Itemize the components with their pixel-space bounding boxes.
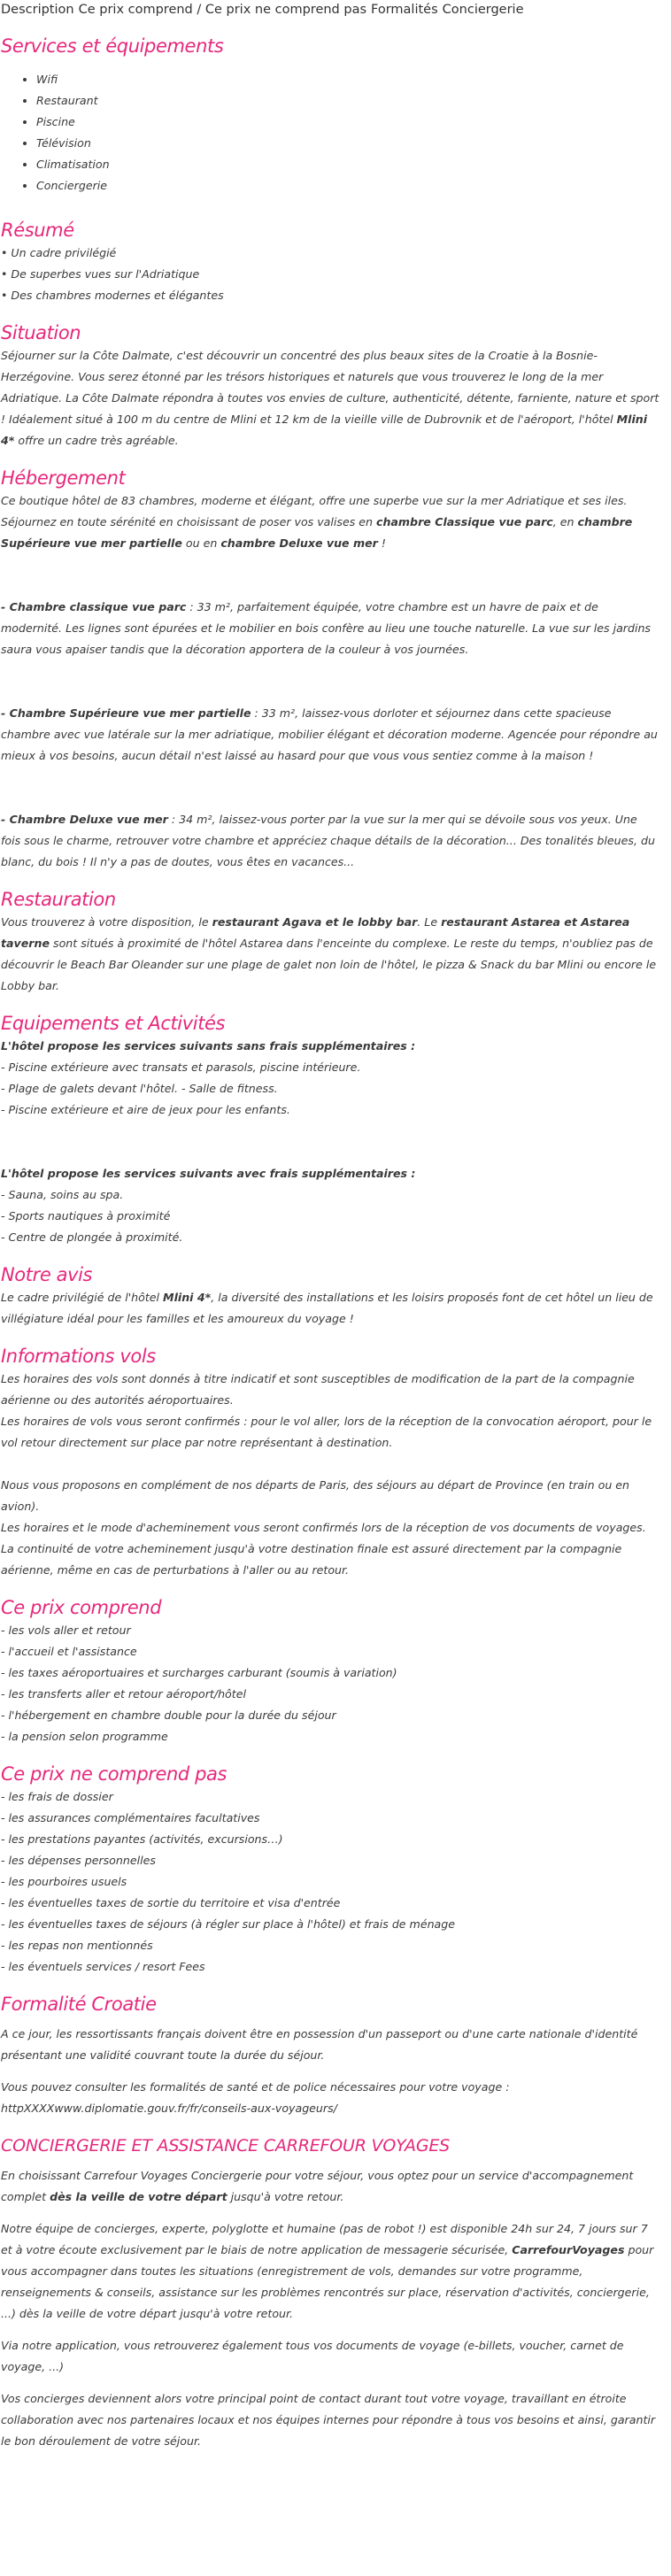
- list-item: • Restaurant: [36, 90, 659, 112]
- list-item: - les assurances complémentaires facultatives: [1, 1811, 260, 1824]
- hebergement-intro: Ce boutique hôtel de 83 chambres, moderne et élégant, offre une superbe vue sur la mer Adriatique et ses iles. Séjournez en toute sérénité en choisissant de poser vos valises en chambre Classique vue parc, en chambre Supérieure vue mer partielle ou en chambre Deluxe vue mer !: [1, 494, 633, 550]
- list-item: - Piscine extérieure et aire de jeux pour les enfants.: [1, 1103, 290, 1116]
- tab-bar: [1, 0, 659, 21]
- services-title: Services et équipements: [1, 35, 224, 57]
- hebergement-title: Hébergement: [1, 467, 126, 489]
- vols-text-3: Nous vous proposons en complément de nos départs de Paris, des séjours au départ de Province (en train ou en avion).: [1, 1478, 630, 1513]
- concierge-text-2: Notre équipe de concierges, experte, polyglotte et humaine (pas de robot !) est disponible 24h sur 24, 7 jours sur 7 et à votre écoute exclusivement par le biais de notre application de messagerie sécurisée, CarrefourVoyages pour vous accompagner dans toutes les situations (enregistrement de vols, demandes sur votre programme, renseignements & conseils, assistance sur les problèmes rencontrés sur place, réservation d'activités, conciergerie, ...) dès la veille de votre départ jusqu'à votre retour.: [1, 2222, 654, 2320]
- list-item: • Un cadre privilégié: [1, 246, 117, 259]
- list-item: - les frais de dossier: [1, 1790, 113, 1803]
- list-item: - les éventuelles taxes de séjours (à régler sur place à l'hôtel) et frais de ménage: [1, 1917, 456, 1931]
- resume-title: Résumé: [1, 220, 74, 241]
- list-item: • Climatisation: [36, 154, 659, 175]
- list-item: - les repas non mentionnés: [1, 1939, 153, 1952]
- vols-text-5: La continuité de votre acheminement jusqu'à votre destination finale est assuré directement par la compagnie aérienne, même en cas de perturbations à l'aller ou au retour.: [1, 1542, 622, 1577]
- formalite-text-1: A ce jour, les ressortissants français doivent être en possession d'un passeport ou d'une carte nationale d'identité présentant une validité couvrant toute la durée du séjour.: [1, 2027, 638, 2062]
- list-item: - les éventuelles taxes de sortie du territoire et visa d'entrée: [1, 1896, 341, 1909]
- list-item: - les éventuels services / resort Fees: [1, 1960, 205, 1973]
- ne-comprend-title: Ce prix ne comprend pas: [1, 1763, 228, 1785]
- concierge-title: CONCIERGERIE ET ASSISTANCE CARREFOUR VOYAGES: [1, 2136, 451, 2156]
- list-item: • De superbes vues sur l'Adriatique: [1, 267, 200, 281]
- list-item: • Télévision: [36, 133, 659, 154]
- list-item: - l'accueil et l'assistance: [1, 1645, 137, 1658]
- formalite-text-2: Vous pouvez consulter les formalités de santé et de police nécessaires pour votre voyage :: [1, 2080, 510, 2094]
- list-item: - Sauna, soins au spa.: [1, 1188, 124, 1201]
- vols-text-2: Les horaires de vols vous seront confirmés : pour le vol aller, lors de la réception de la convocation aéroport, pour le vol retour directement sur place par notre représentant à destination.: [1, 1415, 652, 1449]
- vols-title: Informations vols: [1, 1346, 156, 1367]
- vols-text-4: Les horaires et le mode d'acheminement vous seront confirmés lors de la réception de vos documents de voyages.: [1, 1521, 646, 1534]
- formalite-title: Formalité Croatie: [1, 1994, 157, 2015]
- paid-services-title: L'hôtel propose les services suivants avec frais supplémentaires :: [1, 1167, 416, 1180]
- avis-title: Notre avis: [1, 1264, 93, 1285]
- tab-inclus[interactable]: Ce prix comprend / Ce prix ne comprend pas: [78, 3, 367, 17]
- list-item: - les vols aller et retour: [1, 1623, 131, 1637]
- list-item: - les taxes aéroportuaires et surcharges carburant (soumis à variation): [1, 1666, 397, 1679]
- situation-text: Séjourner sur la Côte Dalmate, c'est découvrir un concentré des plus beaux sites de la Croatie à la Bosnie-Herzégovine. Vous serez étonné par les trésors historiques et naturels que vous trouverez le long de la mer Adriatique. La Côte Dalmate répondra à toutes vos envies de culture, authenticité, détente, farniente, nature et sport ! Idéalement situé à 100 m du centre de Mlini et 12 km de la vieille ville de Dubrovnik et de l'aéroport, l'hôtel Mlini 4* offre un cadre très agréable.: [1, 349, 659, 447]
- room-classique: - Chambre classique vue parc : 33 m², parfaitement équipée, votre chambre est un havre de paix et de modernité. Les lignes sont épurées et le mobilier en bois confère au lieu une touche naturelle. La vue sur les jardins saura vous apaiser tandis que la décoration apportera de la couleur à vos journées.: [1, 600, 651, 656]
- equipements-title: Equipements et Activités: [1, 1013, 226, 1034]
- list-item: • Piscine: [36, 112, 659, 133]
- list-item: - les transferts aller et retour aéroport/hôtel: [1, 1687, 246, 1701]
- list-item: - Centre de plongée à proximité.: [1, 1230, 183, 1244]
- list-item: - Piscine extérieure avec transats et parasols, piscine intérieure.: [1, 1060, 361, 1074]
- concierge-text-1: En choisissant Carrefour Voyages Conciergerie pour votre séjour, vous optez pour un service d'accompagnement complet dès la veille de votre départ jusqu'à votre retour.: [1, 2169, 634, 2203]
- list-item: - l'hébergement en chambre double pour la durée du séjour: [1, 1708, 336, 1722]
- avis-text: Le cadre privilégié de l'hôtel Mlini 4*, la diversité des installations et les loisirs proposés font de cet hôtel un lieu de villégiature idéal pour les familles et les amoureux du voyage !: [1, 1291, 653, 1325]
- formalite-link[interactable]: httpXXXXwww.diplomatie.gouv.fr/fr/conseils-aux-voyageurs/: [1, 2102, 337, 2115]
- free-services-title: L'hôtel propose les services suivants sans frais supplémentaires :: [1, 1039, 416, 1053]
- concierge-text-3: Via notre application, vous retrouverez également tous vos documents de voyage (e-billets, voucher, carnet de voyage, ...): [1, 2339, 624, 2373]
- list-item: - les prestations payantes (activités, excursions…): [1, 1832, 283, 1846]
- tab-formalites[interactable]: Formalités: [371, 3, 438, 17]
- tab-conciergerie[interactable]: Conciergerie: [442, 3, 524, 17]
- list-item: - les pourboires usuels: [1, 1875, 127, 1888]
- concierge-text-4: Vos concierges deviennent alors votre principal point de contact durant tout votre voyage, travaillant en étroite collaboration avec nos partenaires locaux et nos équipes internes pour répondre à tous vos besoins et ainsi, garantir le bon déroulement de votre séjour.: [1, 2392, 656, 2448]
- room-deluxe: - Chambre Deluxe vue mer : 34 m², laissez-vous porter par la vue sur la mer qui se dévoile sous vos yeux. Une fois sous le charme, retrouver votre chambre et appréciez chaque détails de la décoration... Des tonalités bleues, du blanc, du bois ! Il n'y a pas de doutes, vous êtes en vacances...: [1, 813, 655, 868]
- list-item: • Wifi: [36, 69, 659, 90]
- vols-text-1: Les horaires des vols sont donnés à titre indicatif et sont susceptibles de modification de la part de la compagnie aérienne ou des autorités aéroportuaires.: [1, 1372, 635, 1407]
- list-item: - Sports nautiques à proximité: [1, 1209, 171, 1222]
- tab-description[interactable]: Description: [1, 3, 74, 17]
- restauration-title: Restauration: [1, 889, 116, 910]
- list-item: - la pension selon programme: [1, 1730, 168, 1743]
- list-item: - Plage de galets devant l'hôtel. - Salle de fitness.: [1, 1082, 278, 1095]
- list-item: - les dépenses personnelles: [1, 1854, 156, 1867]
- list-item: • Conciergerie: [36, 175, 659, 197]
- restauration-text: Vous trouverez à votre disposition, le restaurant Agava et le lobby bar. Le restaurant Astarea et Astarea taverne sont situés à proximité de l'hôtel Astarea dans l'enceinte du complexe. Le reste du temps, n'oubliez pas de découvrir le Beach Bar Oleander sur une plage de galet non loin de l'hôtel, le pizza & Snack du bar Mlini ou encore le Lobby bar.: [1, 915, 657, 992]
- services-list: [1, 69, 659, 197]
- comprend-title: Ce prix comprend: [1, 1597, 162, 1618]
- room-superieure: - Chambre Supérieure vue mer partielle : 33 m², laissez-vous dorloter et séjournez dans cette spacieuse chambre avec vue latérale sur la mer adriatique, mobilier élégant et décoration moderne. Agencée pour répondre au mieux à vos besoins, aucun détail n'est laissé au hasard pour que vous vous sentiez comme à la maison !: [1, 706, 658, 762]
- list-item: • Des chambres modernes et élégantes: [1, 289, 224, 302]
- situation-title: Situation: [1, 322, 81, 343]
